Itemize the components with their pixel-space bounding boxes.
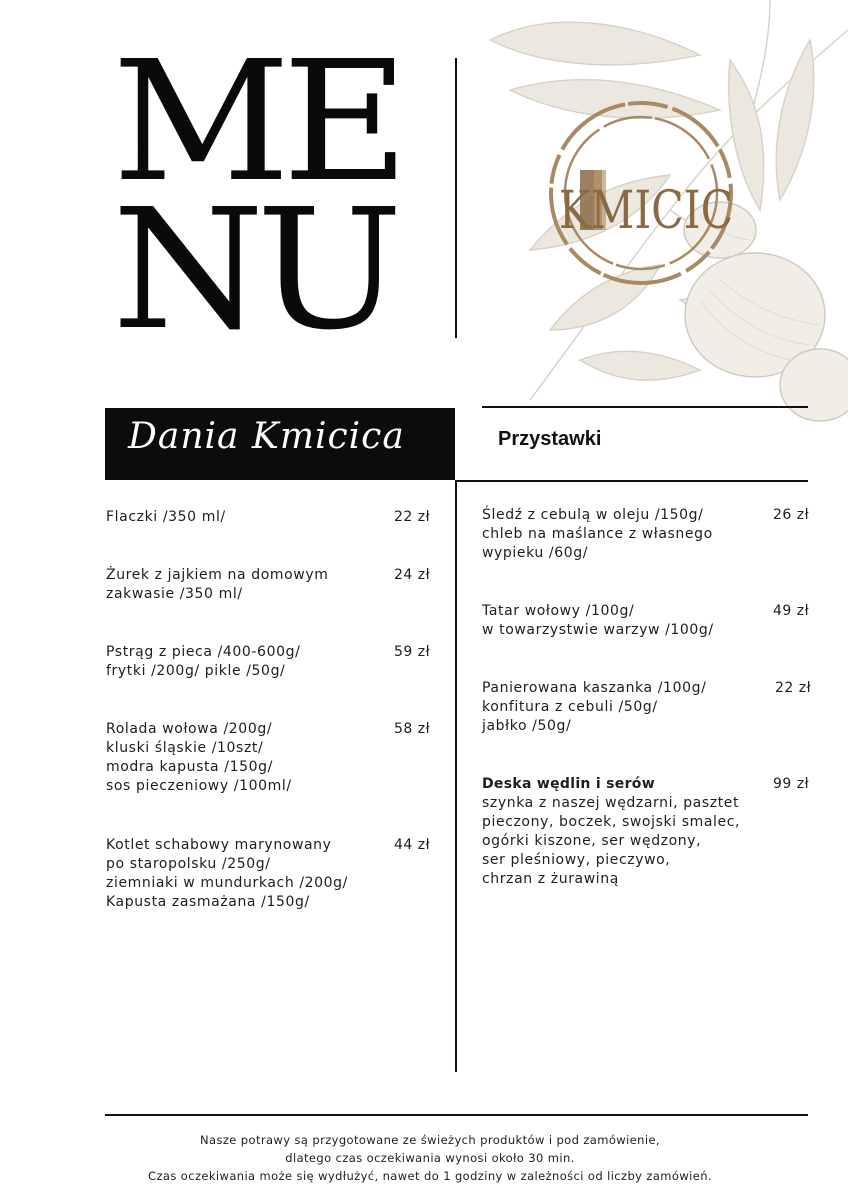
- item-line: wypieku /60g/: [482, 545, 589, 561]
- item-line: Śledź z cebulą w oleju /150g/: [482, 507, 704, 523]
- item-line: szynka z naszej wędzarni, pasztet: [482, 795, 740, 811]
- item-price: 22 zł: [775, 680, 812, 696]
- item-line: chrzan z żurawiną: [482, 871, 619, 887]
- item-line: Żurek z jajkiem na domowym: [106, 567, 329, 583]
- menu-item: [482, 602, 752, 640]
- menu-item: [106, 508, 376, 527]
- footer-line: dlatego czas oczekiwania wynosi około 30 min.: [285, 1151, 575, 1165]
- kmicic-logo-stamp: [546, 98, 736, 288]
- menu-item: [482, 506, 752, 563]
- item-line: ser pleśniowy, pieczywo,: [482, 852, 671, 868]
- item-price: 58 zł: [394, 721, 431, 737]
- item-line: chleb na maślance z własnego: [482, 526, 713, 542]
- stamp-ring-icon: [546, 98, 736, 288]
- item-line: pieczony, boczek, swojski smalec,: [482, 814, 741, 830]
- item-line: frytki /200g/ pikle /50g/: [106, 663, 286, 679]
- item-line: ziemniaki w mundurkach /200g/: [106, 875, 348, 891]
- item-line: Rolada wołowa /200g/: [106, 721, 273, 737]
- item-line: ogórki kiszone, ser wędzony,: [482, 833, 702, 849]
- item-line: po staropolsku /250g/: [106, 856, 271, 872]
- menu-item: [106, 643, 376, 681]
- item-price: 49 zł: [773, 603, 810, 619]
- item-price: 44 zł: [394, 837, 431, 853]
- logo-text: KMICIC: [558, 180, 734, 242]
- footer-note: [60, 1131, 800, 1185]
- item-line: kluski śląskie /10szt/: [106, 740, 264, 756]
- footer-divider: [105, 1114, 808, 1116]
- item-line: jabłko /50g/: [482, 718, 572, 734]
- item-line: konfitura z cebuli /50g/: [482, 699, 658, 715]
- menu-title-line-1: ME: [112, 26, 401, 219]
- item-line: Tatar wołowy /100g/: [482, 603, 635, 619]
- item-price: 26 zł: [773, 507, 810, 523]
- item-line: w towarzystwie warzyw /100g/: [482, 622, 714, 638]
- item-line: Flaczki /350 ml/: [106, 509, 226, 525]
- item-line: Kapusta zasmażana /150g/: [106, 894, 310, 910]
- item-price: 24 zł: [394, 567, 431, 583]
- item-line: Kotlet schabowy marynowany: [106, 837, 332, 853]
- footer-line: Nasze potrawy są przygotowane ze świeżych produktów i pod zamówienie,: [200, 1133, 660, 1147]
- item-price: 99 zł: [773, 776, 810, 792]
- item-line: Pstrąg z pieca /400-600g/: [106, 644, 301, 660]
- item-price: 59 zł: [394, 644, 431, 660]
- menu-item: [106, 720, 376, 796]
- item-line: Panierowana kaszanka /100g/: [482, 680, 707, 696]
- footer-line: Czas oczekiwania może się wydłużyć, nawet do 1 godziny w zależności od liczby zamówień.: [148, 1169, 712, 1183]
- menu-item: [482, 679, 752, 736]
- item-line: modra kapusta /150g/: [106, 759, 273, 775]
- title-divider: [455, 58, 457, 338]
- right-header-top-line: [482, 406, 808, 408]
- item-title: Deska wędlin i serów: [482, 776, 655, 792]
- column-divider: [455, 480, 457, 1072]
- item-price: 22 zł: [394, 509, 431, 525]
- menu-title-line-2: NU: [112, 174, 395, 367]
- menu-item: [106, 566, 376, 604]
- right-header-bottom-line: [457, 480, 808, 482]
- item-line: zakwasie /350 ml/: [106, 586, 243, 602]
- left-section-title: Dania Kmicica: [128, 416, 405, 457]
- menu-item: [482, 775, 752, 889]
- item-line: sos pieczeniowy /100ml/: [106, 778, 292, 794]
- menu-item: [106, 836, 376, 912]
- right-section-title: Przystawki: [498, 428, 602, 450]
